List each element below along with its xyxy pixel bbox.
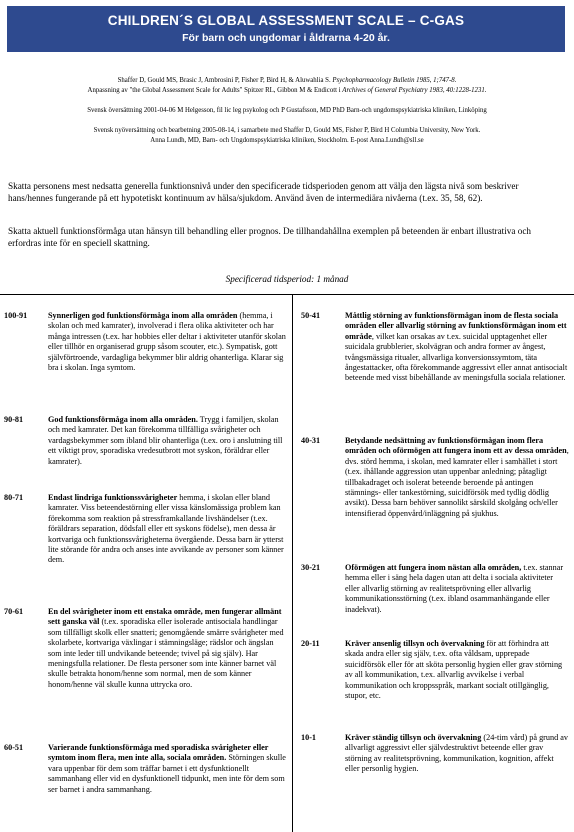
score-heading: Synnerligen god funktionsförmåga inom alla områden [48, 311, 238, 320]
score-description [48, 311, 288, 373]
score-body: , vilket kan orsakas av t.ex. suicidal upptagenhet eller suicidala grubblerier, skolvägran och andra former av ångest, tvångsmässiga ritualer, allvarliga konversionssymtom, täta ångestattacker, ofta förekommande aggressivt eller annat antisocialt beteende med visst bibehållande av meningsfulla sociala relationer. [345, 331, 568, 383]
score-body: (hemma, i skolan och med kamrater), involverad i flera olika aktiviteter och har många intressen (t.ex. har hobbies eller deltar i aktiviteter utanför skolan eller tillhör en organiserad grupp såsom scouter, etc.). Sympatisk, gott självförtroende, vardagliga bekymmer blir aldrig ohanterliga. Klarar sig bra i skolan. Inga symtom. [48, 311, 286, 373]
page-subtitle: För barn och ungdomar i åldrarna 4-20 år. [182, 32, 390, 44]
score-body: hemma, i skolan eller bland kamrater. Viss beteendestörning eller vissa känslomässiga problem kan förekomma som reaktion på stressframkallande livshändelser (t.ex. föräldrars separation, dödsfall eller ett syskons födelse), men dessa är kortvariga och funktionssvårigheterna övergående. Dessa barn är ytterst lite störande för andra och anses inte avvikande av personer som känner dem. [48, 493, 284, 565]
score-description [345, 733, 569, 775]
score-body: (24-tim vård) på grund av allvarligt aggressivt eller självdestruktivt beteende eller grav störning av realitetsprövning, kommunikation, kognition, affekt eller personlig hygien. [345, 733, 568, 774]
score-body: Störningen skulle vara uppenbar för dem som träffar barnet i ett dysfunktionellt sammanhang eller vid en dysfunktionell tidpunkt, men inte för dem som ser barnet i andra sammanhang. [48, 753, 286, 794]
contact-line: Anna Lundh, MD, Barn- och Ungdomspsykiatriska kliniken, Stockholm. E-post Anna.Lundh@sll.se [150, 137, 424, 144]
score-body: Trygg i familjen, skolan och med kamrater. Det kan förekomma tillfälliga svårigheter och vardagsbekymmer som ibland blir ohanterliga (t.ex. oro i anslutning till ett viktigt prov, sporadiska vredesutbrott mot syskon, föräldrar eller kamrater). [48, 415, 283, 466]
score-heading: God funktionsförmåga inom alla områden. [48, 415, 198, 424]
score-range: 50-41 [301, 311, 321, 320]
score-range: 80-71 [4, 493, 24, 502]
reference-journal: Psychopharmacology Bulletin 1985, 1;747-8. [332, 77, 457, 84]
score-range: 60-51 [4, 743, 24, 752]
table-top-rule [0, 294, 574, 295]
score-description [345, 639, 569, 701]
score-body: t.ex. stannar hemma eller i säng hela dagen utan att delta i sociala aktiviteter eller allvarlig störning av realitetsprövning eller allvarlig kommunikationsstörning (t.ex. ibland osammanhängande eller inadekvat). [345, 563, 564, 614]
score-heading: Kräver ansenlig tillsyn och övervakning [345, 639, 485, 648]
translation-note-1: Svensk översättning 2001-04-06 M Helgesson, fil lic leg psykolog och P Gustafsson, MD PhD Barn-och ungdomspsykiatriska kliniken, Linköping [87, 107, 487, 114]
score-heading: Varierande funktionsförmåga med sporadiska svårigheter eller symtom inom flera, men inte alla, sociala områden. [48, 743, 269, 763]
score-description [345, 311, 569, 384]
score-description [48, 607, 288, 690]
score-range: 40-31 [301, 436, 321, 445]
score-range: 70-61 [4, 607, 24, 616]
reference-line-2 [0, 86, 574, 95]
score-range: 30-21 [301, 563, 321, 572]
reference-authors: Shaffer D, Gould MS, Brasic J, Ambrosini P, Fisher P, Bird H, & Aluwahlia S. [117, 77, 333, 84]
score-description [345, 436, 569, 519]
score-description [48, 493, 288, 566]
column-divider [292, 295, 293, 832]
score-range: 10-1 [301, 733, 317, 742]
score-range: 90-81 [4, 415, 24, 424]
score-heading: Måttlig störning av funktionsförmågan inom de flesta sociala områden eller allvarlig störning av funktionsförmågan inom ett område [345, 311, 567, 341]
score-body: , dvs. störd hemma, i skolan, med kamrater eller i samhället i stort (t.ex. ihållande aggression utan uppenbar anledning; påtagligt tillbakadraget och isolerat beteende beroende på antingen stämnings- eller tankestörning, suicidförsök med tydlig dödlig avsikt). Dessa barn behöver sannolikt särskild skolgång och/eller intensifierad öppenvård/inläggning på sjukhus. [345, 446, 569, 518]
score-description [345, 563, 569, 615]
reference-line-1 [0, 76, 574, 85]
title-banner [7, 6, 565, 52]
score-heading: Kräver ständig tillsyn och övervakning [345, 733, 482, 742]
score-description [48, 415, 288, 467]
instructions-paragraph-2: Skatta aktuell funktionsförmåga utan hänsyn till behandling eller prognos. De tillhandahållna exemplen på beteenden är enbart illustrativa och erfordras inte för en speciell skattning. [8, 226, 532, 248]
score-heading: Oförmögen att fungera inom nästan alla områden, [345, 563, 522, 572]
score-description [48, 743, 288, 795]
score-heading: Endast lindriga funktionssvårigheter [48, 493, 178, 502]
score-range: 20-11 [301, 639, 320, 648]
translation-note-2: Svensk nyöversättning och bearbetning 2005-08-14, i samarbete med Shaffer D, Gould MS, Fisher P, Bird H Columbia University, New York. [93, 127, 481, 134]
score-body: för att förhindra att skada andra eller sig själv, t.ex. ofta våldsam, upprepade suicidförsök eller för att sköta personlig hygien eller grav störning av all kommunikation, t.ex. allvarlig avvikelse i verbal kommunikation och kroppsspråk, markant socialt otillgänglig, stupor, etc. [345, 639, 563, 701]
time-period-label: Specificerad tidsperiod: 1 månad [225, 274, 349, 284]
instructions-paragraph-1: Skatta personens mest nedsatta generella funktionsnivå under den specificerade tidsperioden genom att välja den lägsta nivå som beskriver hans/hennes fungerande på ett hypotetiskt kontinuum av hälsa/sjukdom. Använd även de intermediära nivåerna (t.ex. 35, 58, 62). [8, 181, 519, 203]
page-title: CHILDREN´S GLOBAL ASSESSMENT SCALE – C-GAS [107, 13, 465, 28]
score-heading: En del svårigheter inom ett enstaka område, men fungerar allmänt sett ganska väl [48, 607, 282, 627]
score-body: (t.ex. sporadiska eller isolerade antisociala handlingar som tillfälligt skolk eller snatteri; genomgående smärre svårigheter med skolarbete, kortvariga växlingar i stämningsläge; rädslor och ängslan som inte leder till undvikande beteende; tvivel på sig själv). Har meningsfulla relationer. De flesta personer som inte känner barnet väl skulle betrakta honom/henne som normal, men de som känner honom/henne väl skulle kunna uttrycka oro. [48, 617, 284, 689]
reference-adaptation: Anpassning av "the Global Assessment Scale for Adults" Spitzer RL, Gibbon M & Endicott i [87, 87, 343, 94]
score-range: 100-91 [4, 311, 28, 320]
reference-journal-2: Archives of General Psychiatry 1983, 40:1228-1231. [342, 87, 487, 94]
score-heading: Betydande nedsättning av funktionsförmågan inom flera områden och oförmögen att fungera inom ett av dessa områden [345, 436, 567, 456]
